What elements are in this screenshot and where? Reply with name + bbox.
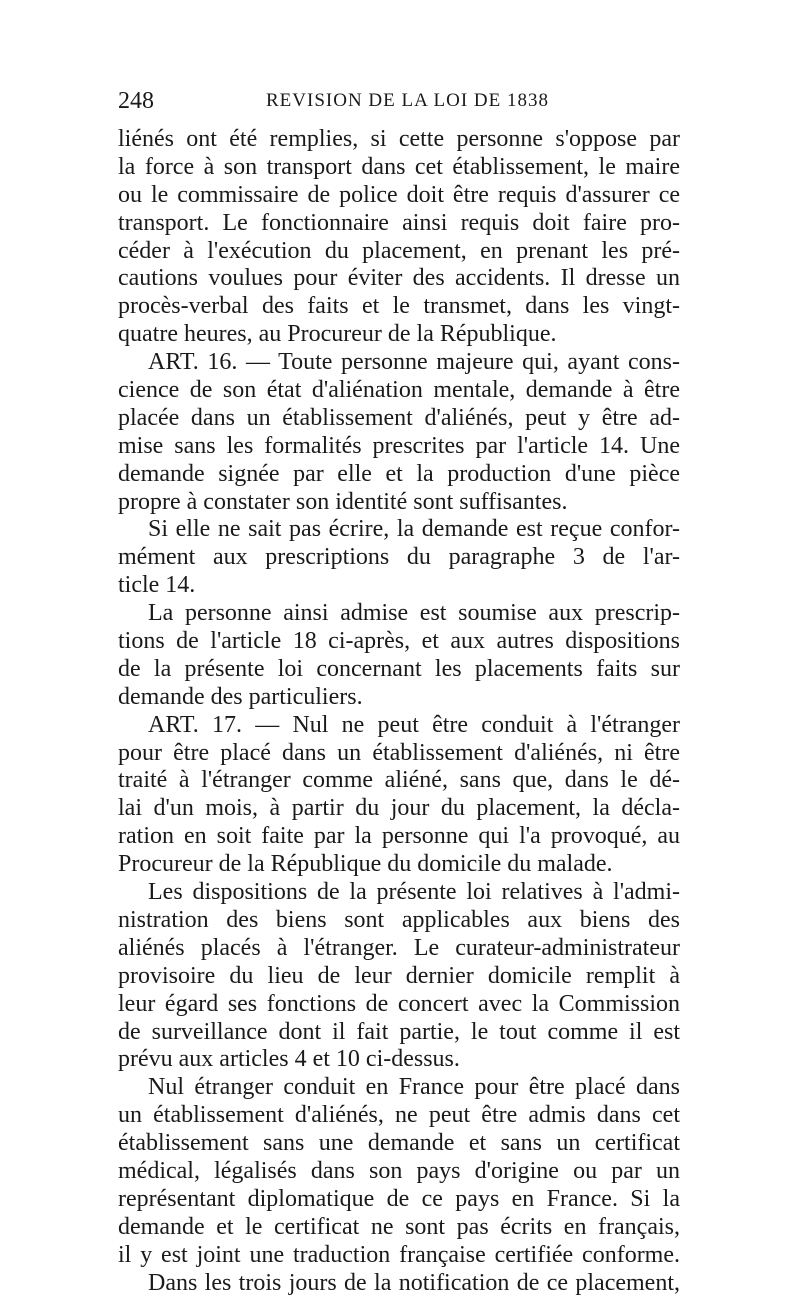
text-line: demande et le certificat ne sont pas écrits en français, <box>118 1213 680 1240</box>
text-line: nistration des biens sont applicables aux biens des <box>118 906 680 933</box>
text-line: lai d'un mois, à partir du jour du placement, la décla- <box>118 795 680 822</box>
text-line: Procureur de la République du domicile du malade. <box>118 851 613 878</box>
text-line: provisoire du lieu de leur dernier domicile remplit à <box>118 962 680 989</box>
page-body-text <box>118 126 680 1297</box>
text-line: un établissement d'aliénés, ne peut être admis dans cet <box>118 1102 680 1129</box>
text-line: tions de l'article 18 ci-après, et aux autres dispositions <box>118 628 680 655</box>
text-line: de la présente loi concernant les placements faits sur <box>118 655 680 682</box>
text-line: Nul étranger conduit en France pour être placé dans <box>148 1074 680 1101</box>
text-line: placée dans un établissement d'aliénés, peut y être ad- <box>118 404 680 431</box>
running-title: REVISION DE LA LOI DE 1838 <box>266 90 550 111</box>
text-line: la force à son transport dans cet établissement, le maire <box>118 153 680 180</box>
text-line: Dans les trois jours de la notification de ce placement, <box>148 1269 680 1296</box>
text-line: traité à l'étranger comme aliéné, sans que, dans le dé- <box>118 767 680 794</box>
text-line: de surveillance dont il fait partie, le tout comme il est <box>118 1018 680 1045</box>
text-line: demande signée par elle et la production d'une pièce <box>118 460 680 487</box>
text-line: représentant diplomatique de ce pays en France. Si la <box>118 1185 680 1212</box>
text-line: ration en soit faite par la personne qui l'a provoqué, au <box>118 823 680 850</box>
text-line: céder à l'exécution du placement, en prenant les pré- <box>118 237 680 264</box>
text-line: Les dispositions de la présente loi relatives à l'admi- <box>148 879 680 906</box>
text-line: ou le commissaire de police doit être requis d'assurer ce <box>118 181 680 208</box>
text-line: pour être placé dans un établissement d'aliénés, ni être <box>118 739 680 766</box>
text-line: aliénés placés à l'étranger. Le curateur-administrateur <box>118 934 680 961</box>
text-line: La personne ainsi admise est soumise aux prescrip- <box>148 600 680 627</box>
text-line: prévu aux articles 4 et 10 ci-dessus. <box>118 1046 460 1073</box>
text-line: procès-verbal des faits et le transmet, dans les vingt- <box>118 293 680 320</box>
text-line: propre à constater son identité sont suffisantes. <box>118 488 568 515</box>
page-number: 248 <box>118 88 154 114</box>
text-line: médical, légalisés dans son pays d'origine ou par un <box>118 1157 680 1184</box>
page-header <box>118 88 674 118</box>
text-line: ART. 16. — Toute personne majeure qui, ayant cons- <box>148 349 680 376</box>
text-line: liénés ont été remplies, si cette personne s'oppose par <box>118 126 680 152</box>
text-line: mément aux prescriptions du paragraphe 3 de l'ar- <box>118 544 680 571</box>
text-line: il y est joint une traduction française certifiée conforme. <box>118 1241 680 1268</box>
text-line: transport. Le fonctionnaire ainsi requis doit faire pro- <box>118 209 680 236</box>
text-line: leur égard ses fonctions de concert avec la Commission <box>118 990 680 1017</box>
text-line: demande des particuliers. <box>118 683 363 710</box>
text-line: ticle 14. <box>118 572 196 599</box>
text-line: cience de son état d'aliénation mentale, demande à être <box>118 377 680 404</box>
text-line: ART. 17. — Nul ne peut être conduit à l'étranger <box>148 711 680 738</box>
text-line: établissement sans une demande et sans un certificat <box>118 1130 680 1157</box>
text-line: Si elle ne sait pas écrire, la demande est reçue confor- <box>148 516 680 543</box>
text-line: mise sans les formalités prescrites par l'article 14. Une <box>118 432 680 459</box>
text-line: quatre heures, au Procureur de la République. <box>118 321 557 348</box>
text-line: cautions voulues pour éviter des accidents. Il dresse un <box>118 265 680 292</box>
